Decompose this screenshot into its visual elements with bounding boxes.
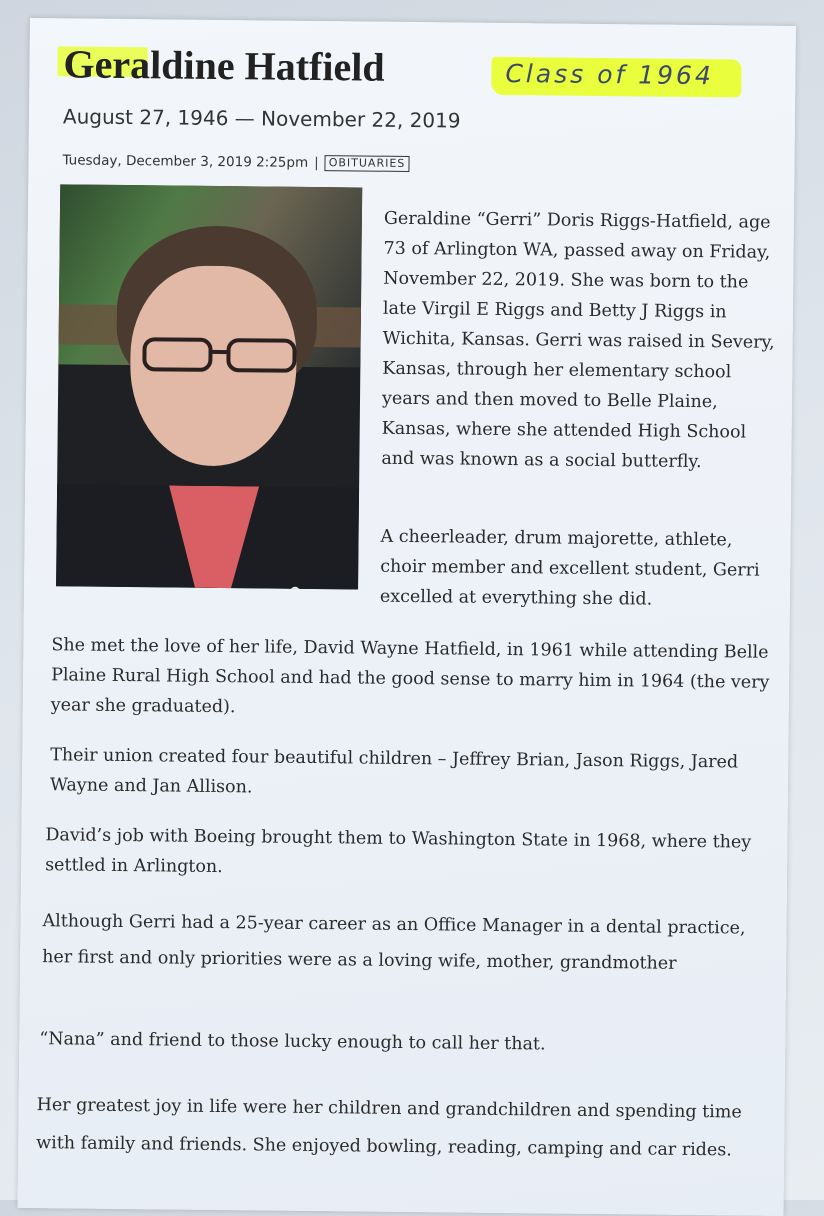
paragraph-joys: Her greatest joy in life were her children and grandchildren and spending time with family and friends. She enjoyed bowling, reading, camping and car rides.	[36, 1086, 775, 1170]
life-dates: August 27, 1946 — November 22, 2019	[63, 104, 461, 132]
post-meta	[62, 152, 409, 172]
category-tag[interactable]: OBITUARIES	[325, 155, 410, 172]
paragraph-nana: “Nana” and friend to those lucky enough to call her that.	[39, 1024, 771, 1062]
glasses-shape	[140, 335, 300, 377]
post-date: Tuesday, December 3, 2019 2:25pm	[62, 152, 308, 171]
handwritten-note-text: Class of 1964	[505, 59, 714, 90]
page-title: Geraldine Hatfield	[63, 44, 384, 87]
paragraph-move: David’s job with Boeing brought them to Washington State in 1968, where they settled in Arlington.	[45, 820, 778, 888]
paragraph-career: Although Gerri had a 25-year career as an Office Manager in a dental practice, her first and only priorities were as a loving wife, mother, grandmother	[42, 903, 775, 983]
paragraph-children: Their union created four beautiful children – Jeffrey Brian, Jason Riggs, Jared Wayne and Jan Allison.	[50, 740, 783, 808]
obituary-printout	[18, 18, 796, 1216]
paragraph-intro: Geraldine “Gerri” Doris Riggs-Hatfield, age 73 of Arlington WA, passed away on Friday, November 22, 2019. She was born to the late Virgil E Riggs and Betty J Riggs in Wichita, Kansas. Gerri was raised in Severy, Kansas, through her elementary school years and then moved to Belle Plaine, Kansas, where she attended High School and was known as a social butterfly.	[381, 204, 779, 478]
meta-separator: |	[314, 155, 319, 171]
paragraph-marriage: She met the love of her life, David Wayne Hatfield, in 1961 while attending Belle Plaine Rural High School and had the good sense to marry him in 1964 (the very year she graduated).	[51, 630, 784, 728]
handwritten-class-note	[491, 57, 741, 98]
portrait-photo	[56, 184, 362, 589]
paragraph-activities: A cheerleader, drum majorette, athlete, choir member and excellent student, Gerri excelled at everything she did.	[380, 522, 776, 616]
